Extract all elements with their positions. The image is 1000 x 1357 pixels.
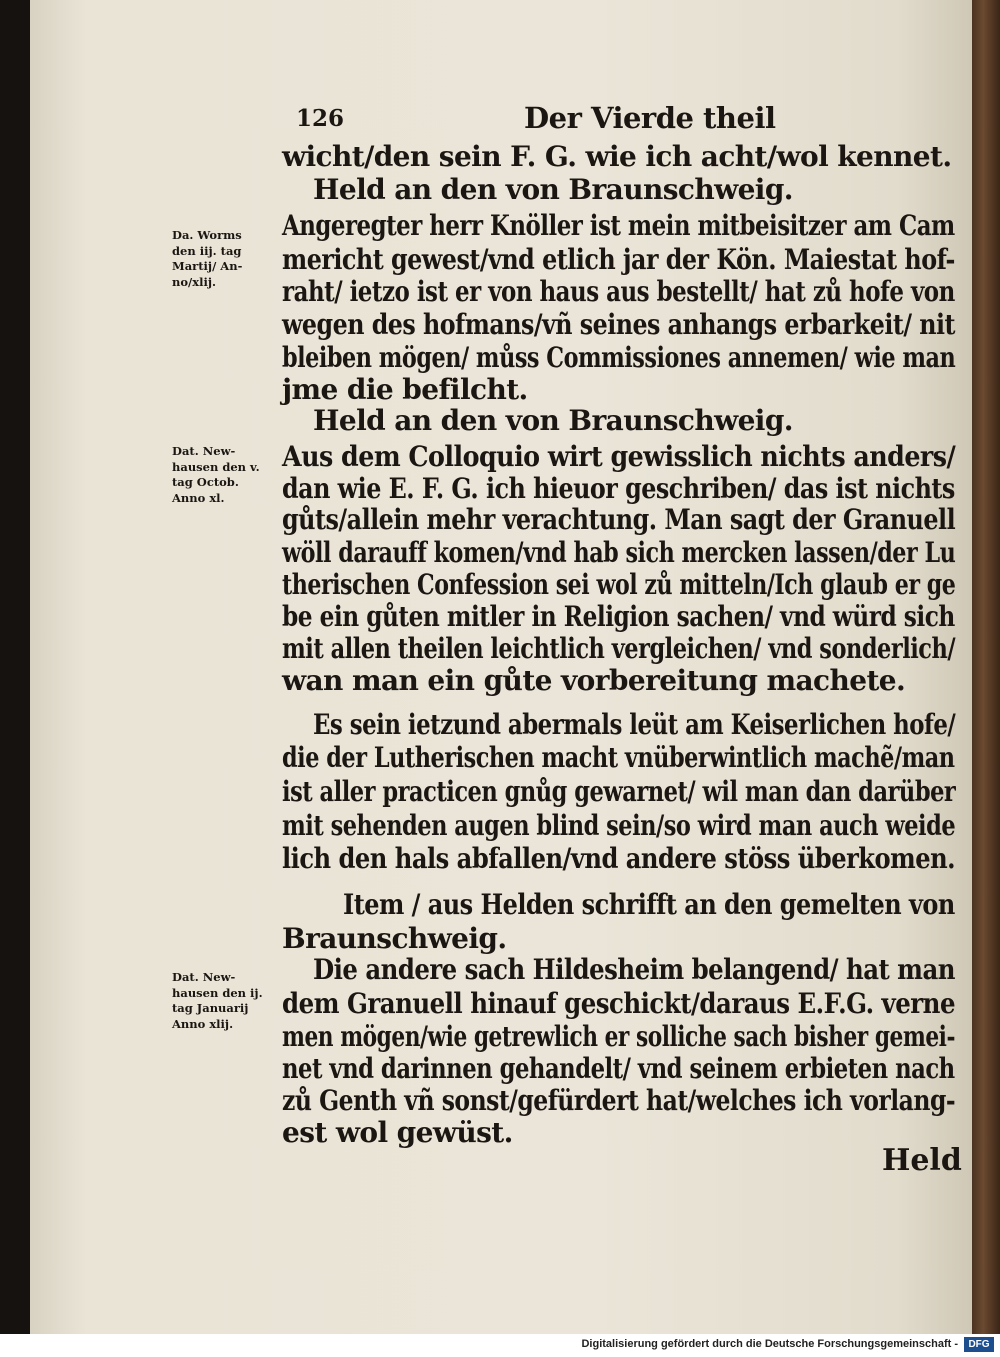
text-line: net vnd darinnen gehandelt/ vnd seinem erbieten nach <box>282 1052 955 1085</box>
text-line: est wol gewüst. <box>282 1116 513 1149</box>
section-heading: Held an den von Braunschweig. <box>313 173 793 206</box>
section-heading: Item / aus Helden schrifft an den gemelten von <box>343 888 955 921</box>
text-line: mit sehenden augen blind sein/so wird man auch weide <box>282 809 956 842</box>
catchword: Held <box>882 1143 962 1178</box>
book-spine-edge <box>972 0 1000 1334</box>
dfg-logo: DFG <box>964 1337 994 1352</box>
margin-note: Dat. New- hausen den ij. tag Januarij Anno xlij. <box>172 970 263 1031</box>
text-line: Die andere sach Hildesheim belangend/ hat man <box>313 953 955 986</box>
text-line: zů Genth vñ sonst/gefürdert hat/welches ich vorlang- <box>282 1084 956 1117</box>
text-line: dan wie E. F. G. ich hieuor geschriben/ das ist nichts <box>282 472 955 505</box>
text-line: Es sein ietzund abermals leüt am Keiserlichen hofe/ <box>313 708 956 741</box>
funding-credit: Digitalisierung gefördert durch die Deutsche Forschungsgemeinschaft - <box>581 1338 958 1350</box>
text-line: jme die befilcht. <box>282 373 528 406</box>
text-line: bleiben mögen/ můss Commissiones annemen/ wie man <box>282 341 956 374</box>
section-heading: Held an den von Braunschweig. <box>313 404 793 437</box>
text-line: Aus dem Colloquio wirt gewisslich nichts anders/ <box>282 440 956 473</box>
margin-note: Dat. New- hausen den v. tag Octob. Anno xl. <box>172 444 260 505</box>
text-line: dem Granuell hinauf geschickt/daraus E.F.G. verne <box>282 987 955 1020</box>
book-page <box>30 0 972 1334</box>
text-line: wöll darauff komen/vnd hab sich mercken lassen/der Lu <box>282 536 956 569</box>
text-line: lich den hals abfallen/vnd andere stöss überkomen. <box>282 842 956 875</box>
text-line: raht/ ietzo ist er von haus aus bestellt/ hat zů hofe von <box>282 275 955 308</box>
text-line: Angeregter herr Knöller ist mein mitbeisitzer am Cam <box>282 209 955 242</box>
text-line: mit allen theilen leichtlich vergleichen/ vnd sonderlich/ <box>282 632 956 665</box>
text-line: men mögen/wie getrewlich er solliche sach bisher gemei- <box>282 1020 955 1053</box>
section-heading: Braunschweig. <box>282 922 507 955</box>
text-line: be ein gůten mitler in Religion sachen/ vnd würd sich <box>282 600 955 633</box>
page-number: 126 <box>296 105 345 132</box>
margin-note: Da. Worms den iij. tag Martij/ An- no/xlij. <box>172 228 243 289</box>
text-line: gůts/allein mehr verachtung. Man sagt der Granuell <box>282 503 956 536</box>
running-head: Der Vierde theil <box>524 101 776 135</box>
footer-bar <box>0 1334 1000 1357</box>
text-line: wicht/den sein F. G. wie ich acht/wol kennet. <box>282 140 952 173</box>
text-line: wan man ein gůte vorbereitung machete. <box>282 664 906 697</box>
text-line: wegen des hofmans/vñ seines anhangs erbarkeit/ nit <box>282 308 955 341</box>
text-line: die der Lutherischen macht vnüberwintlich machẽ/man <box>282 741 955 774</box>
text-line: therischen Confession sei wol zů mitteln/Ich glaub er ge <box>282 568 956 601</box>
text-line: ist aller practicen gnůg gewarnet/ wil man dan darüber <box>282 775 956 808</box>
text-line: mericht gewest/vnd etlich jar der Kön. Maiestat hof- <box>282 243 955 276</box>
